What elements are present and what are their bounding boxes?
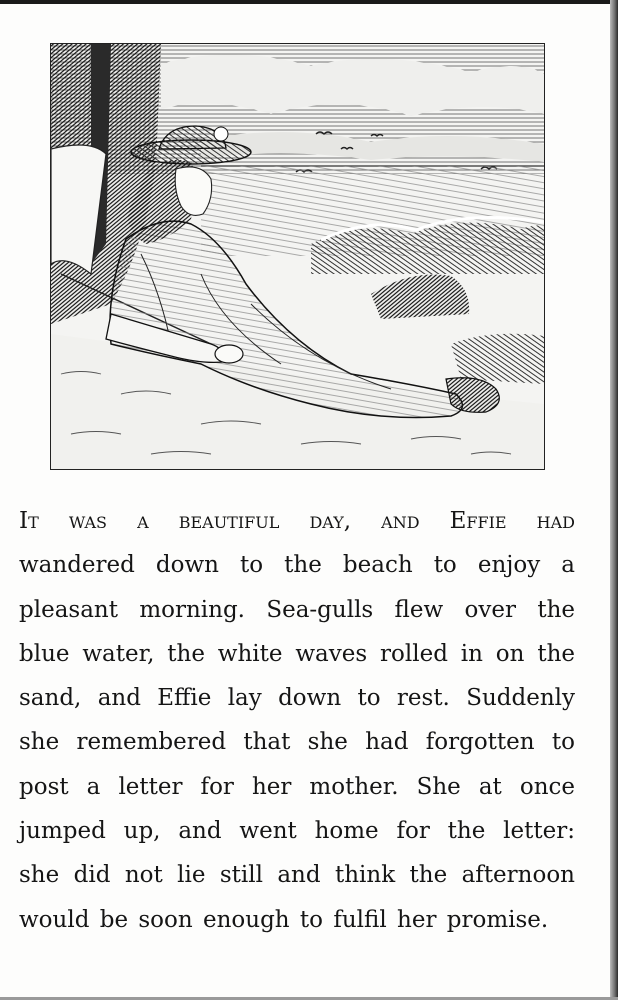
woman-hands: [215, 345, 243, 363]
shore-rock: [371, 274, 469, 319]
engraving-drawing: [51, 44, 544, 469]
text-line: would be soon enough to fulfil her promise.: [19, 906, 549, 933]
woman-boots: [446, 378, 499, 413]
foreground-rock: [451, 334, 544, 384]
hat-flower: [214, 127, 228, 141]
text-line: jumped up, and went home for the letter:: [19, 818, 575, 845]
text-line: she remembered that she had forgotten to: [19, 729, 575, 756]
text-line: It was a beautiful day, and Effie had: [19, 508, 575, 534]
page-top-edge: [0, 0, 618, 4]
text-line: sand, and Effie lay down to rest. Suddenly: [19, 685, 575, 712]
text-line: post a letter for her mother. She at once: [19, 773, 575, 800]
text-line: wandered down to the beach to enjoy a: [19, 552, 575, 579]
text-line: blue water, the white waves rolled in on the: [19, 640, 575, 667]
engraving-illustration: [50, 43, 545, 470]
text-line: she did not lie still and think the afternoon: [19, 862, 575, 889]
text-line: pleasant morning. Sea-gulls flew over the: [19, 596, 575, 623]
page-right-edge: [610, 0, 618, 1000]
story-paragraph: [19, 499, 575, 942]
